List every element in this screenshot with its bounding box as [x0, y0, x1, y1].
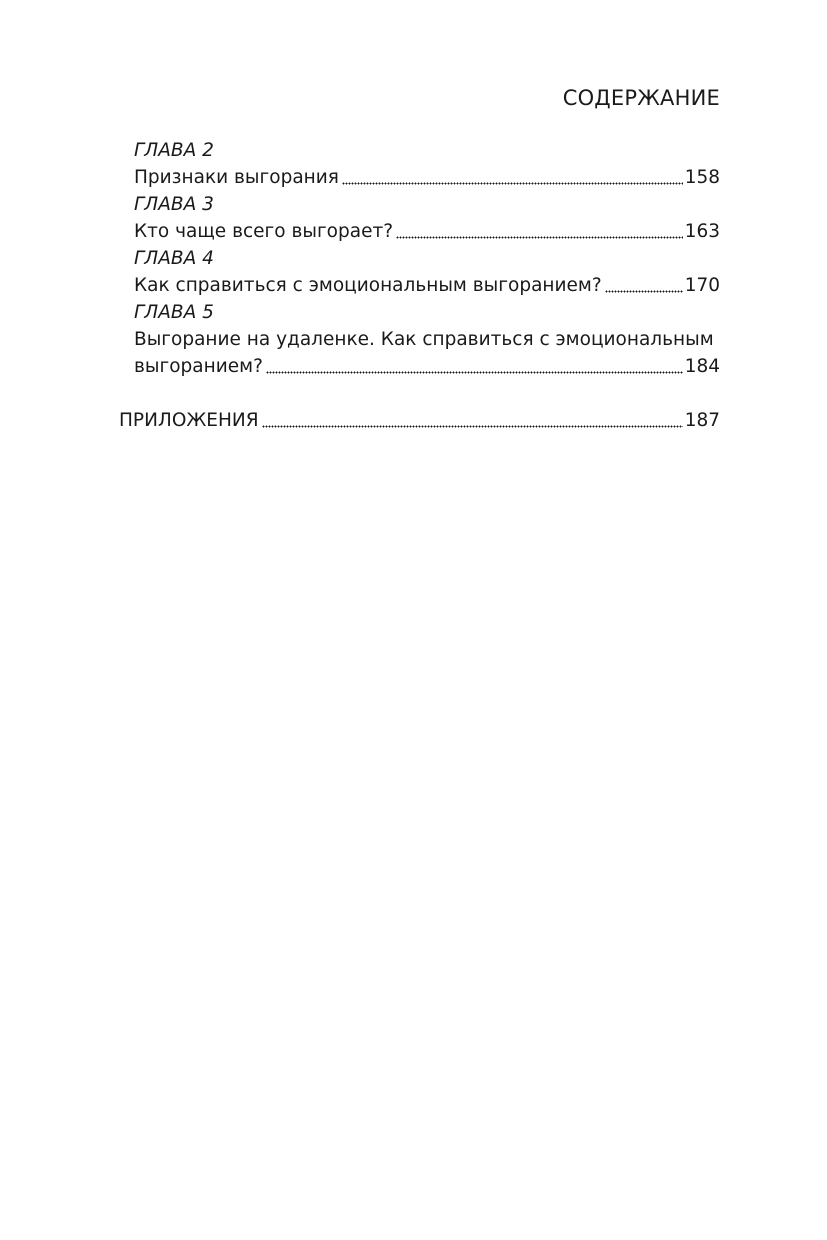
toc-entry-title-line-2: выгоранием?: [134, 356, 263, 377]
chapter-4-label: ГЛАВА 4: [134, 248, 214, 269]
chapter-2-label: ГЛАВА 2: [134, 140, 214, 161]
toc-entry-page-number: 170: [684, 275, 720, 296]
dot-leader: [342, 182, 683, 185]
toc-entry-title-line-1: Выгорание на удаленке. Как справиться с эмоциональным: [134, 329, 714, 350]
chapter-3-label: ГЛАВА 3: [134, 194, 214, 215]
toc-entry-page-number: 187: [684, 410, 720, 431]
toc-entry-page-number: 163: [684, 221, 720, 242]
toc-entry-title: Кто чаще всего выгорает?: [134, 221, 394, 242]
toc-entry-chapter-2: [134, 164, 720, 192]
toc-entry-chapter-5: [134, 353, 720, 381]
toc-entry-title: Как справиться с эмоциональным выгоранием?: [134, 275, 602, 296]
chapter-5-label: ГЛАВА 5: [134, 302, 214, 323]
toc-entry-chapter-4: [134, 272, 720, 300]
toc-entry-title: Признаки выгорания: [134, 167, 339, 188]
dot-leader: [396, 236, 683, 239]
dot-leader: [266, 371, 683, 374]
dot-leader: [605, 290, 683, 293]
running-head: СОДЕРЖАНИЕ: [562, 86, 720, 110]
dot-leader: [262, 425, 683, 428]
toc-entry-page-number: 158: [684, 167, 720, 188]
toc-entry-chapter-3: [134, 218, 720, 246]
toc-entry-appendix: [119, 407, 720, 435]
toc-entry-title: ПРИЛОЖЕНИЯ: [119, 410, 259, 431]
toc-entry-page-number: 184: [684, 356, 720, 377]
